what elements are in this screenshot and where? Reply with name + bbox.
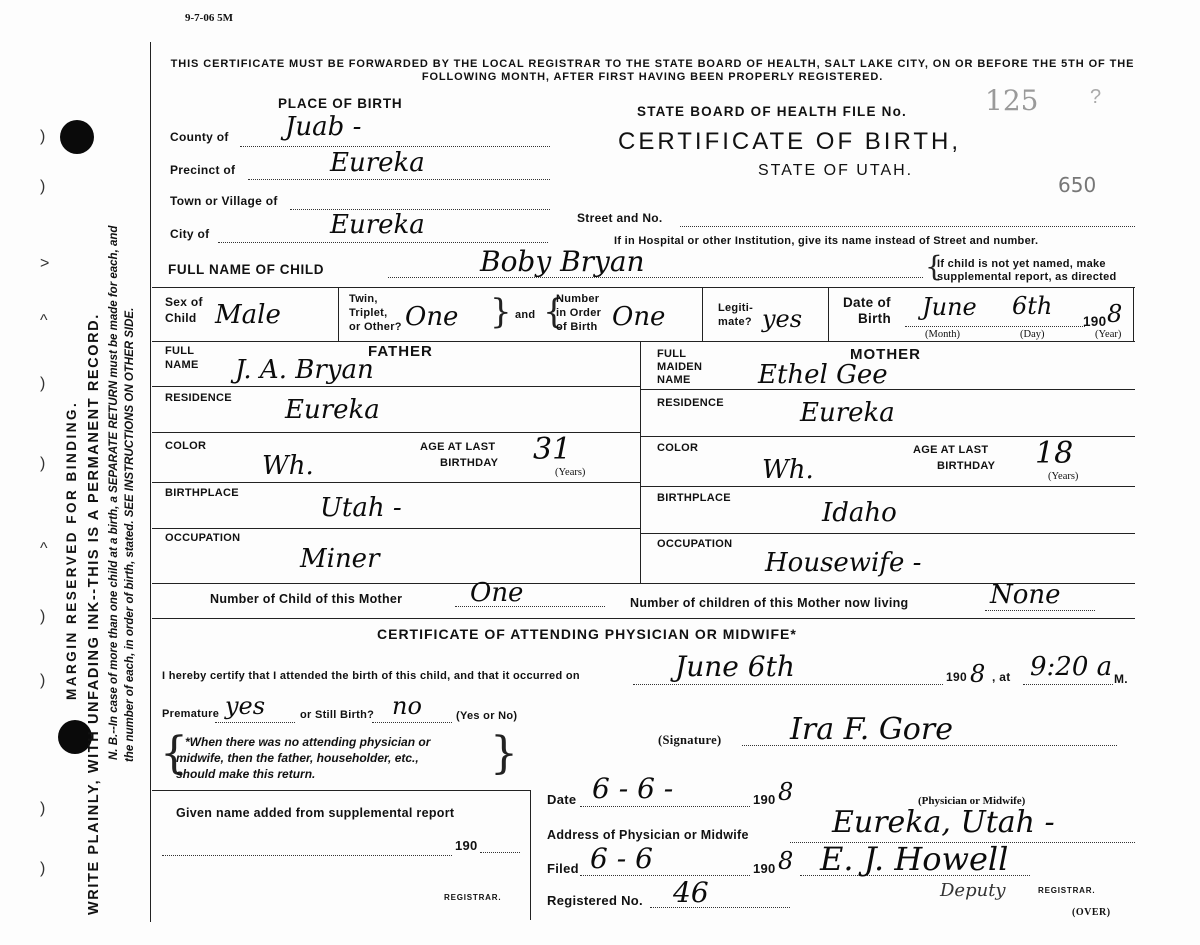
twin-bracket: }: [490, 292, 512, 332]
father-occupation-label: OCCUPATION: [165, 532, 241, 544]
father-row-line-4: [152, 528, 640, 529]
registered-line: [650, 907, 790, 908]
order-divider: [702, 287, 703, 341]
father-birthplace-value: Utah -: [320, 493, 402, 523]
margin-nb-note-2: the number of each, in order of birth, stated. SEE INSTRUCTIONS ON OTHER SIDE.: [124, 307, 136, 762]
place-of-birth-heading: PLACE OF BIRTH: [278, 96, 403, 111]
father-years-caption: (Years): [555, 467, 586, 478]
certify-time-value: 9:20 a: [1030, 652, 1113, 682]
annotation-number: 650: [1058, 173, 1097, 197]
certify-date-line: [633, 684, 943, 685]
precinct-label: Precinct of: [170, 163, 236, 177]
not-named-note-2: supplemental report, as directed: [937, 271, 1117, 283]
street-line: [680, 226, 1135, 227]
margin-mark: >: [40, 255, 50, 272]
filed-line: [580, 875, 750, 876]
order-label-2: in Order: [556, 307, 602, 319]
legit-value: yes: [762, 305, 803, 333]
county-label: County of: [170, 130, 229, 144]
certify-at-label: , at: [992, 670, 1011, 684]
supplemental-year-line: [480, 852, 520, 853]
margin-mark: ^: [40, 540, 48, 557]
mother-occupation-value: Housewife -: [765, 548, 922, 578]
living-value: None: [990, 580, 1061, 610]
county-line: [240, 146, 550, 147]
print-code: 9-7-06 5M: [185, 12, 233, 24]
father-age-value: 31: [533, 432, 572, 467]
mother-maiden-value: Ethel Gee: [758, 360, 888, 390]
margin-nb-note-1: N. B.--In case of more than one child at a birth, a SEPARATE RETURN must be made for each, and: [108, 225, 120, 760]
signature-value: Ira F. Gore: [790, 712, 953, 747]
mother-occupation-label: OCCUPATION: [657, 538, 733, 550]
filed-value: 6 - 6: [590, 842, 653, 875]
sex-row-bottom: [152, 341, 1135, 342]
supplemental-line: [162, 855, 452, 856]
dob-month: June: [922, 293, 977, 321]
supplemental-top: [152, 790, 530, 791]
mother-maiden-label-1: FULL: [657, 348, 687, 360]
address-label: Address of Physician or Midwife: [547, 828, 749, 842]
margin-mark: ^: [40, 312, 48, 329]
mother-row-line-1: [640, 389, 1135, 390]
father-row-line-1: [152, 386, 640, 387]
file-number: 125: [985, 84, 1039, 117]
registrar-label: REGISTRAR.: [1038, 886, 1096, 895]
signature-label: (Signature): [658, 733, 722, 747]
father-name-value: J. A. Bryan: [235, 355, 374, 385]
father-residence-label: RESIDENCE: [165, 392, 232, 404]
dob-year-printed: 190: [1083, 314, 1107, 329]
child-name-line: [388, 277, 923, 278]
year-caption: (Year): [1095, 329, 1122, 340]
margin-mark: ): [40, 860, 46, 877]
mother-row-line-4: [640, 533, 1135, 534]
mother-color-label: COLOR: [657, 442, 699, 454]
footnote-bracket-left: {: [160, 728, 188, 779]
twin-label-2: Triplet,: [349, 307, 388, 319]
certify-year-hw: 8: [970, 660, 986, 688]
county-value: Juab -: [285, 112, 362, 142]
mother-birthplace-label: BIRTHPLACE: [657, 492, 731, 504]
margin-mark: ): [40, 608, 46, 625]
margin-mark: ): [40, 128, 46, 145]
father-age-label-2: BIRTHDAY: [440, 457, 499, 469]
father-birthplace-label: BIRTHPLACE: [165, 487, 239, 499]
supplemental-label: Given name added from supplemental report: [176, 806, 455, 820]
legit-divider: [828, 287, 829, 341]
stillbirth-value: no: [392, 692, 422, 720]
town-label: Town or Village of: [170, 194, 278, 208]
form-left-border: [150, 42, 151, 922]
certificate-title: CERTIFICATE OF BIRTH,: [618, 128, 962, 155]
sex-label-2: Child: [165, 311, 197, 325]
dob-year-hw: 8: [1107, 300, 1123, 328]
mother-years-caption: (Years): [1048, 471, 1079, 482]
margin-mark: ): [40, 455, 46, 472]
father-name-label-2: NAME: [165, 359, 199, 371]
deputy-signature: Deputy: [940, 880, 1006, 901]
supplemental-right: [530, 790, 531, 920]
footnote-2: midwife, then the father, householder, etc.,: [176, 751, 419, 765]
child-number-value: One: [470, 578, 524, 608]
stillbirth-line: [372, 722, 452, 723]
order-label-1: Number: [556, 293, 600, 305]
month-caption: (Month): [925, 329, 960, 340]
child-number-label: Number of Child of this Mother: [210, 592, 403, 606]
parents-bottom: [152, 583, 1135, 584]
yes-no-label: (Yes or No): [456, 710, 518, 722]
and-label: and: [515, 309, 536, 321]
mother-maiden-label-3: NAME: [657, 374, 691, 386]
father-name-label-1: FULL: [165, 345, 195, 357]
margin-mark: ): [40, 800, 46, 817]
mother-age-label-1: AGE AT LAST: [913, 444, 989, 456]
certify-year-printed: 190: [946, 670, 967, 684]
state-name: STATE OF UTAH.: [758, 162, 914, 179]
father-color-value: Wh.: [262, 451, 314, 481]
premature-value: yes: [225, 692, 266, 720]
sex-row-right: [1133, 287, 1134, 341]
mother-birthplace-value: Idaho: [822, 498, 897, 528]
order-bracket: {: [543, 292, 565, 332]
child-name-value: Boby Bryan: [480, 245, 645, 278]
mother-color-value: Wh.: [762, 455, 814, 485]
father-color-label: COLOR: [165, 440, 207, 452]
legit-label-1: Legiti-: [718, 302, 754, 314]
filed-label: Filed: [547, 861, 579, 876]
physician-caption: (Physician or Midwife): [918, 795, 1026, 807]
date-year-hw: 8: [778, 778, 794, 806]
filed-year-hw: 8: [778, 847, 794, 875]
mother-row-line-3: [640, 486, 1135, 487]
sex-row-top: [152, 287, 1135, 288]
twin-label-3: or Other?: [349, 321, 402, 333]
footnote-bracket-right: }: [490, 728, 518, 779]
precinct-line: [248, 179, 550, 180]
mother-age-value: 18: [1035, 436, 1074, 471]
registered-label: Registered No.: [547, 893, 643, 908]
footnote-1: *When there was no attending physician or: [185, 735, 431, 749]
supplemental-year: 190: [455, 838, 478, 853]
date-line: [580, 806, 750, 807]
sex-label-1: Sex of: [165, 295, 203, 309]
supplemental-registrar: REGISTRAR.: [444, 893, 502, 902]
margin-binding-note: MARGIN RESERVED FOR BINDING.: [64, 400, 79, 700]
parents-divider: [640, 341, 641, 583]
certify-m-label: M.: [1114, 672, 1128, 686]
date-year-printed: 190: [753, 792, 776, 807]
children-bottom-line: [152, 618, 1135, 619]
mother-age-label-2: BIRTHDAY: [937, 460, 996, 472]
precinct-value: Eureka: [330, 148, 425, 178]
margin-ink-note: WRITE PLAINLY, WITH UNFADING INK--THIS IS A PERMANENT RECORD.: [86, 313, 102, 915]
sex-divider: [338, 287, 339, 341]
order-label-3: of Birth: [556, 321, 598, 333]
over-label: (OVER): [1072, 907, 1111, 918]
father-heading: FATHER: [368, 343, 433, 360]
dob-label-2: Birth: [858, 311, 891, 326]
twin-label-1: Twin,: [349, 293, 378, 305]
living-line: [985, 610, 1095, 611]
physician-heading: CERTIFICATE OF ATTENDING PHYSICIAN OR MIDWIFE*: [377, 626, 797, 642]
premature-line: [215, 722, 295, 723]
mother-heading: MOTHER: [850, 346, 921, 363]
date-label: Date: [547, 792, 577, 807]
not-named-note-1: If child is not yet named, make: [937, 258, 1106, 270]
registrar-signature: E. J. Howell: [820, 840, 1009, 878]
registered-value: 46: [673, 876, 709, 909]
address-value: Eureka, Utah -: [832, 805, 1055, 840]
instruction-text: THIS CERTIFICATE MUST BE FORWARDED BY THE LOCAL REGISTRAR TO THE STATE BOARD OF HEALTH, SALT LAKE CITY, ON OR BEFORE THE 5TH OF THE FOLLOWING MONTH, AFTER FIRST HAVING BEEN PROPERLY REGISTERED.: [170, 58, 1135, 83]
father-age-label-1: AGE AT LAST: [420, 441, 496, 453]
file-label: STATE BOARD OF HEALTH FILE No.: [637, 104, 907, 119]
date-value: 6 - 6 -: [592, 772, 674, 805]
hospital-note: If in Hospital or other Institution, give its name instead of Street and number.: [614, 235, 1039, 247]
order-value: One: [612, 302, 666, 332]
father-occupation-value: Miner: [300, 544, 380, 574]
legit-label-2: mate?: [718, 316, 752, 328]
filed-year-printed: 190: [753, 861, 776, 876]
premature-label: Premature: [162, 708, 220, 720]
father-row-line-3: [152, 482, 640, 483]
day-caption: (Day): [1020, 329, 1045, 340]
city-label: City of: [170, 227, 210, 241]
father-residence-value: Eureka: [285, 395, 380, 425]
child-name-label: FULL NAME OF CHILD: [168, 262, 325, 277]
certify-date-value: June 6th: [675, 650, 795, 683]
dob-day: 6th: [1012, 292, 1053, 320]
city-value: Eureka: [330, 210, 425, 240]
living-label: Number of children of this Mother now living: [630, 596, 909, 610]
margin-mark: ): [40, 672, 46, 689]
margin-mark: ): [40, 375, 46, 392]
mother-residence-label: RESIDENCE: [657, 397, 724, 409]
stillbirth-label: or Still Birth?: [300, 709, 375, 721]
city-line: [218, 242, 548, 243]
dob-line: [905, 326, 1085, 327]
note-bracket: {: [925, 250, 943, 283]
certify-time-line: [1023, 684, 1113, 685]
mother-residence-value: Eureka: [800, 398, 895, 428]
certify-text: I hereby certify that I attended the birth of this child, and that it occurred on: [162, 670, 580, 682]
footnote-3: should make this return.: [176, 767, 316, 781]
margin-mark: ): [40, 178, 46, 195]
twin-value: One: [405, 302, 459, 332]
sex-value: Male: [215, 300, 281, 330]
street-label: Street and No.: [577, 211, 663, 225]
dob-label-1: Date of: [843, 295, 891, 310]
file-mark: ?: [1090, 86, 1102, 108]
mother-maiden-label-2: MAIDEN: [657, 361, 703, 373]
